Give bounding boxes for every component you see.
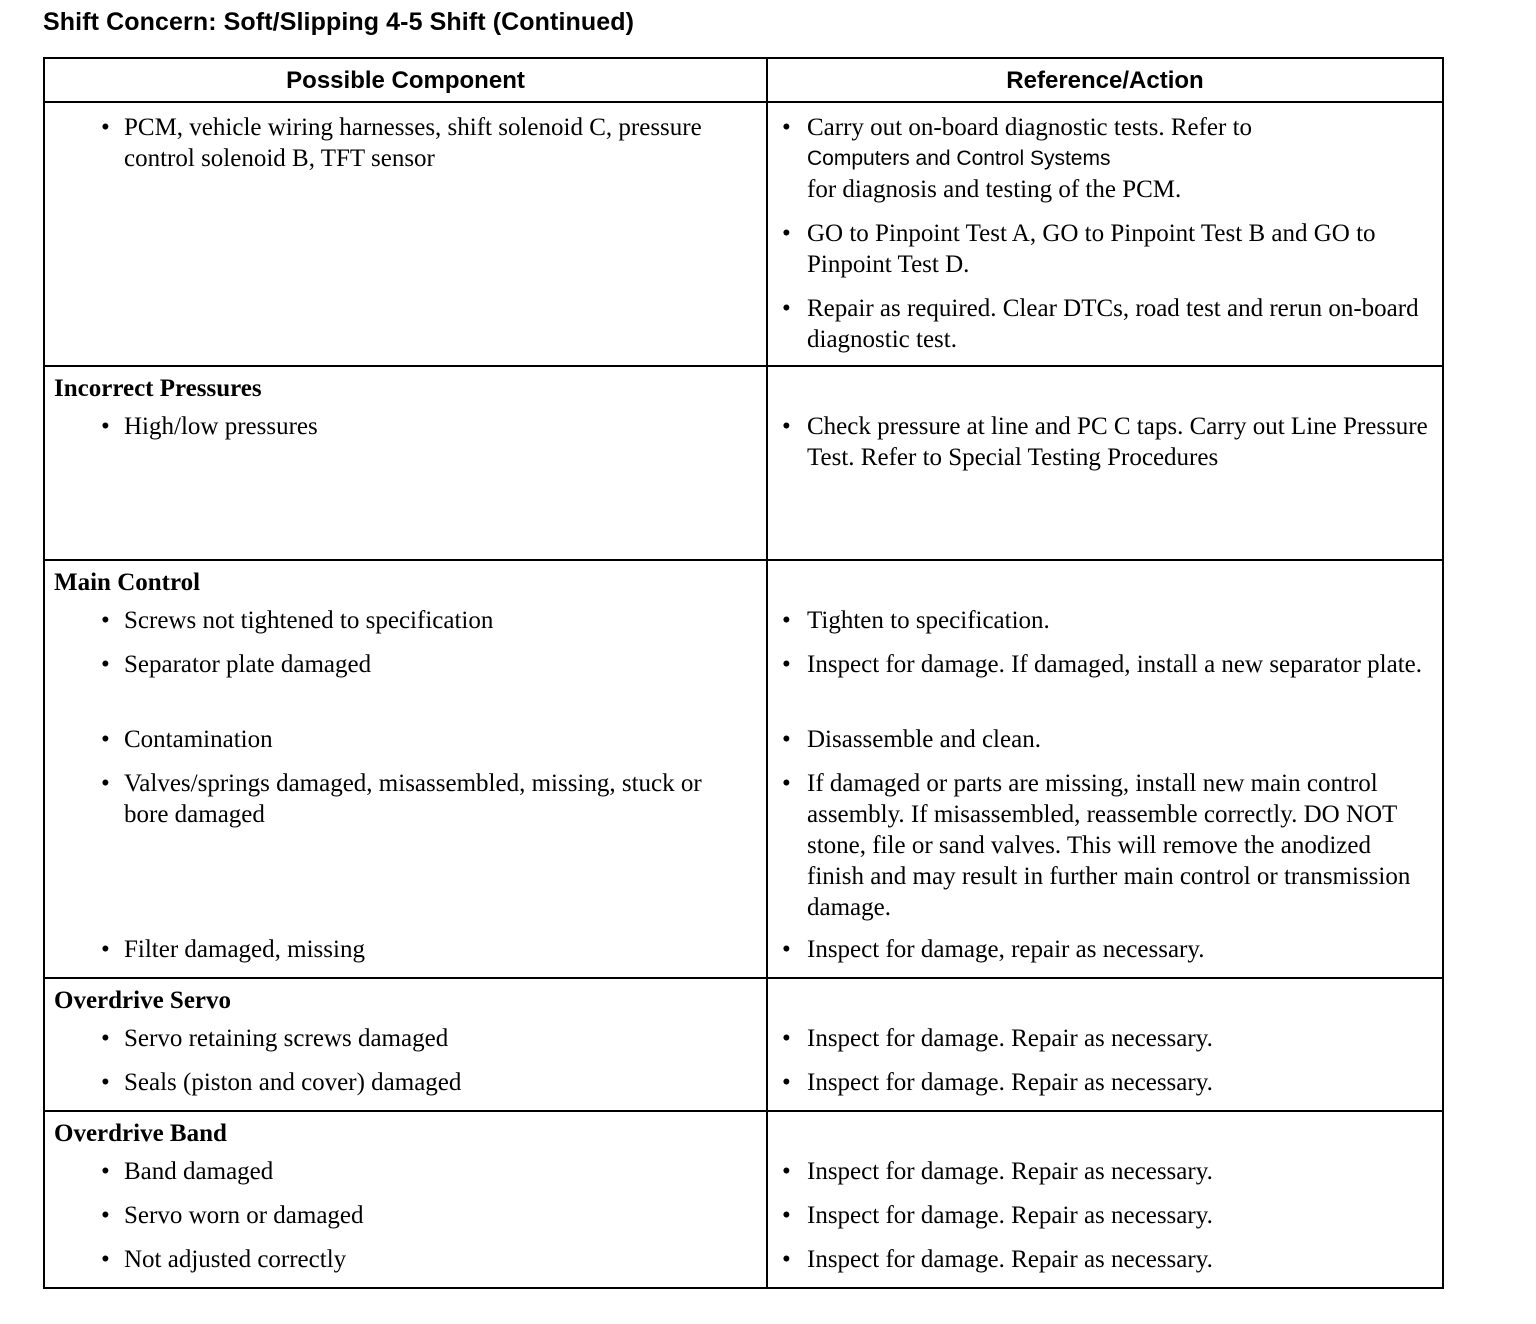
bullet: •: [101, 1069, 110, 1096]
bullet: •: [782, 726, 791, 753]
component-item: [45, 649, 766, 711]
action-text: Carry out on-board diagnostic tests. Refer to: [807, 114, 1253, 141]
action-text: Inspect for damage. Repair as necessary.: [807, 1202, 1213, 1229]
action-item: [768, 1156, 1442, 1187]
table-section-pcm: [44, 102, 1443, 366]
action-text: If damaged or parts are missing, install new main control assembly. If misassembled, reassemble correctly. DO NOT stone, file or sand valves. This will remove the anodized finish and may result in further main control or transmission damage.: [807, 770, 1411, 921]
table-section-overdrive-servo: [44, 978, 1443, 1111]
component-text: Separator plate damaged: [124, 651, 372, 678]
bullet: •: [101, 1202, 110, 1229]
bullet: •: [101, 936, 110, 963]
bullet: •: [782, 651, 791, 678]
bullet: •: [782, 1069, 791, 1096]
bullet: •: [101, 1025, 110, 1052]
bullet: •: [782, 220, 791, 247]
component-item: [45, 1244, 766, 1275]
bullet: •: [101, 1246, 110, 1273]
component-text: Screws not tightened to specification: [124, 607, 494, 634]
bullet: •: [101, 1158, 110, 1185]
bullet: •: [782, 413, 791, 440]
section-title: Overdrive Band: [54, 1120, 227, 1147]
action-item: [768, 724, 1442, 755]
action-cell: [767, 978, 1443, 1111]
diagnosis-table: [43, 57, 1444, 1289]
action-text: Inspect for damage. If damaged, install a new separator plate.: [807, 651, 1423, 678]
bullet: •: [782, 1025, 791, 1052]
component-text: High/low pressures: [124, 413, 318, 440]
reference-link[interactable]: Computers and Control Systems: [807, 147, 1111, 170]
table-header-row: [44, 58, 1443, 102]
component-item: [45, 605, 766, 636]
component-text: Seals (piston and cover) damaged: [124, 1069, 462, 1096]
component-text: Servo worn or damaged: [124, 1202, 364, 1229]
action-text: Repair as required. Clear DTCs, road test and rerun on-board diagnostic test.: [807, 295, 1419, 353]
bullet: •: [782, 1202, 791, 1229]
component-item: [45, 411, 766, 442]
bullet: •: [782, 770, 791, 797]
bullet: •: [101, 770, 110, 797]
action-item: [768, 1244, 1442, 1275]
bullet: •: [782, 114, 791, 141]
action-text: GO to Pinpoint Test A, GO to Pinpoint Test B and GO to Pinpoint Test D.: [807, 220, 1376, 278]
bullet: •: [782, 295, 791, 322]
component-cell: [44, 560, 767, 978]
action-item: [768, 1200, 1442, 1231]
header-reference-action: Reference/Action: [767, 58, 1443, 102]
component-item: [45, 1067, 766, 1098]
bullet: •: [101, 114, 110, 141]
bullet: •: [101, 413, 110, 440]
component-cell: [44, 102, 767, 366]
section-title: Overdrive Servo: [54, 987, 232, 1014]
action-cell: [767, 560, 1443, 978]
action-item: [768, 218, 1442, 280]
action-item: [768, 293, 1442, 355]
bullet: •: [101, 607, 110, 634]
action-text: Check pressure at line and PC C taps. Carry out Line Pressure Test. Refer to Special Testing Procedures: [807, 413, 1428, 471]
table-section-main-control: [44, 560, 1443, 978]
action-text: for diagnosis and testing of the PCM.: [807, 176, 1182, 203]
action-text: Disassemble and clean.: [807, 726, 1041, 753]
component-text: PCM, vehicle wiring harnesses, shift solenoid C, pressure control solenoid B, TFT sensor: [124, 114, 702, 172]
bullet: •: [782, 607, 791, 634]
bullet: •: [101, 651, 110, 678]
component-text: Servo retaining screws damaged: [124, 1025, 449, 1052]
action-item: [768, 1023, 1442, 1054]
bullet: •: [782, 1246, 791, 1273]
section-title: Incorrect Pressures: [54, 375, 262, 402]
component-text: Band damaged: [124, 1158, 274, 1185]
component-item: [45, 934, 766, 965]
component-cell: [44, 978, 767, 1111]
bullet: •: [101, 726, 110, 753]
table-section-incorrect-pressures: [44, 366, 1443, 560]
component-cell: [44, 1111, 767, 1288]
component-item: [45, 768, 766, 921]
action-text: Inspect for damage. Repair as necessary.: [807, 1069, 1213, 1096]
action-item: [768, 112, 1442, 205]
bullet: •: [782, 936, 791, 963]
action-item: [768, 934, 1442, 965]
header-possible-component: Possible Component: [44, 58, 767, 102]
component-item: [45, 1156, 766, 1187]
component-item: [45, 724, 766, 755]
component-text: Contamination: [124, 726, 273, 753]
page-title: Shift Concern: Soft/Slipping 4-5 Shift (Continued): [43, 8, 635, 36]
action-text: Inspect for damage, repair as necessary.: [807, 936, 1205, 963]
component-item: [45, 112, 766, 174]
action-cell: [767, 366, 1443, 560]
action-item: [768, 1067, 1442, 1098]
action-cell: [767, 102, 1443, 366]
table-section-overdrive-band: [44, 1111, 1443, 1288]
action-item: [768, 649, 1442, 711]
action-item: [768, 411, 1442, 473]
action-item: [768, 768, 1442, 921]
action-cell: [767, 1111, 1443, 1288]
action-text: Inspect for damage. Repair as necessary.: [807, 1246, 1213, 1273]
component-item: [45, 1023, 766, 1054]
section-title: Main Control: [54, 569, 201, 596]
action-item: [768, 605, 1442, 636]
component-text: Valves/springs damaged, misassembled, missing, stuck or bore damaged: [124, 770, 702, 828]
component-text: Not adjusted correctly: [124, 1246, 347, 1273]
action-text: Inspect for damage. Repair as necessary.: [807, 1158, 1213, 1185]
action-text: Inspect for damage. Repair as necessary.: [807, 1025, 1213, 1052]
component-cell: [44, 366, 767, 560]
component-item: [45, 1200, 766, 1231]
component-text: Filter damaged, missing: [124, 936, 365, 963]
action-text: Tighten to specification.: [807, 607, 1050, 634]
bullet: •: [782, 1158, 791, 1185]
